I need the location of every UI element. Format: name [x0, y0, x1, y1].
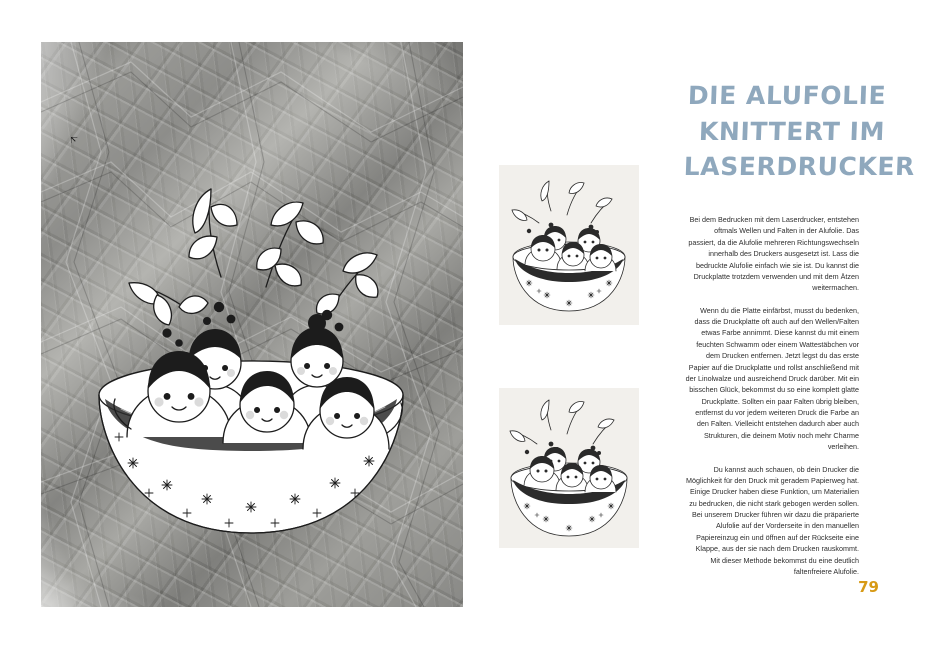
page-number: 79 — [858, 578, 879, 596]
page-title — [683, 78, 916, 185]
body-paragraph-1: Bei dem Bedrucken mit dem Laserdrucker, entstehen oftmals Wellen und Falten in der Alufolie. Das passiert, da die Alufolie mehreren Richtungswechseln innerhalb des Druckers ausgesetzt ist. Lass die bedruckte Alufolie einfach wie sie ist. Du kannst die Druckplatte trotzdem verwenden und mit dem Ätzen weitermachen. — [688, 215, 859, 293]
headline-line-1: DIE ALUFOLIE — [687, 81, 887, 110]
left-page-photo — [41, 42, 463, 607]
headline-line-3: LASERDRUCKER — [683, 152, 916, 181]
right-page-text — [463, 0, 926, 648]
body-text-column — [685, 214, 859, 588]
printed-illustration-main — [71, 137, 431, 557]
thumbnail-print-bottom — [499, 388, 639, 548]
body-paragraph-2: Wenn du die Platte einfärbst, musst du bedenken, dass die Druckplatte oft auch auf den Wellen/Falten etwas Farbe annimmt. Diese kannst du mit einem feuchten Schwamm oder einem Wattestäbchen vor dem Drucken entfernen. Jetzt legst du das erste Papier auf die Druckplatte und rollst anschließend mit der Linolwalze und ausreichend Druck darüber. Mit ein bisschen Glück, bekommst du so eine komplett glatte Druckplatte. Sollten ein paar Falten übrig bleiben, entfernst du vor jedem weiteren Druck die Farbe an den Falten. Vielleicht entstehen dadurch aber auch Strukturen, die deinem Motiv noch mehr Charme verleihen. — [685, 305, 859, 452]
headline-line-2: KNITTERT IM — [698, 116, 886, 146]
thumbnail-print-top — [499, 165, 639, 325]
body-paragraph-3: Du kannst auch schauen, ob dein Drucker die Möglichkeit für den Druck mit geradem Papierweg hat. Einige Drucker haben diese Funktion, um Materialien zu bedrucken, die nicht stark gebogen werden sollen. Bei unserem Drucker führen wir dazu die präparierte Alufolie auf der Vorderseite in den manuellen Papiereinzug ein und öffnen auf der Rückseite eine Klappe, aus der sie nach dem Drucken rauskommt. Mit dieser Methode bekommst du eine deutlich faltenfreiere Alufolie. — [686, 464, 859, 576]
